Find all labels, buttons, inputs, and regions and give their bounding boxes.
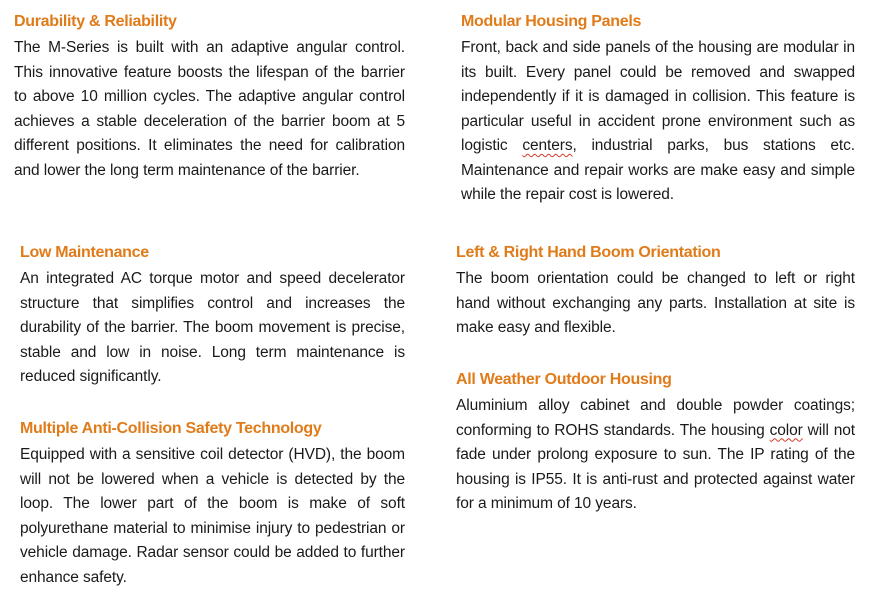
- spellcheck-word-color: color: [769, 421, 803, 439]
- section-weather-housing: [456, 370, 855, 517]
- body-modular-part-1: Front, back and side panels of the housing are modular in its built. Every panel could be removed and swapped independently if it is damaged in collision. This feature is particular useful in accident prone environment such as logistic: [461, 39, 855, 154]
- section-anti-collision: [20, 419, 405, 590]
- heading-weather-housing: All Weather Outdoor Housing: [456, 371, 672, 388]
- body-boom-orientation: The boom orientation could be changed to left or right hand without exchanging any parts. Installation at site is make easy and flexible.: [456, 270, 855, 336]
- body-weather-part-1: Aluminium alloy cabinet and double powder coatings; conforming to ROHS standards. The housing: [456, 397, 855, 439]
- heading-anti-collision: Multiple Anti-Collision Safety Technology: [20, 420, 322, 437]
- body-weather-part-2: will not fade under prolong exposure to sun. The IP rating of the housing is IP55. It is anti-rust and protected against water for a minimum of 10 years.: [456, 421, 855, 512]
- body-modular-part-2: , industrial parks, bus stations etc. Maintenance and repair works are make easy and simple while the repair cost is lowered.: [461, 137, 855, 203]
- body-durability: The M-Series is built with an adaptive angular control. This innovative feature boosts the lifespan of the barrier to above 10 million cycles. The adaptive angular control achieves a stable deceleration of the barrier boom at 5 different positions. It eliminates the need for calibration and lower the long term maintenance of the barrier.: [14, 39, 405, 179]
- section-boom-orientation: [456, 243, 855, 341]
- body-anti-collision: Equipped with a sensitive coil detector (HVD), the boom will not be lowered when a vehicle is detected by the loop. The lower part of the boom is make of soft polyurethane material to minimise injury to pedestrian or vehicle damage. Radar sensor could be added to further enhance safety.: [20, 446, 405, 586]
- spellcheck-word-centers: centers: [522, 137, 573, 154]
- section-modular-panels: [461, 12, 855, 208]
- heading-low-maintenance: Low Maintenance: [20, 244, 149, 261]
- heading-boom-orientation: Left & Right Hand Boom Orientation: [456, 244, 721, 261]
- section-low-maintenance: [20, 243, 405, 390]
- body-weather-housing: [456, 394, 855, 517]
- section-durability: [14, 12, 405, 183]
- heading-modular-panels: Modular Housing Panels: [461, 13, 642, 30]
- body-modular-panels: [461, 36, 855, 208]
- body-low-maintenance: An integrated AC torque motor and speed decelerator structure that simplifies control and increases the durability of the barrier. The boom movement is precise, stable and low in noise. Long term maintenance is reduced significantly.: [20, 270, 405, 385]
- heading-durability: Durability & Reliability: [14, 13, 177, 30]
